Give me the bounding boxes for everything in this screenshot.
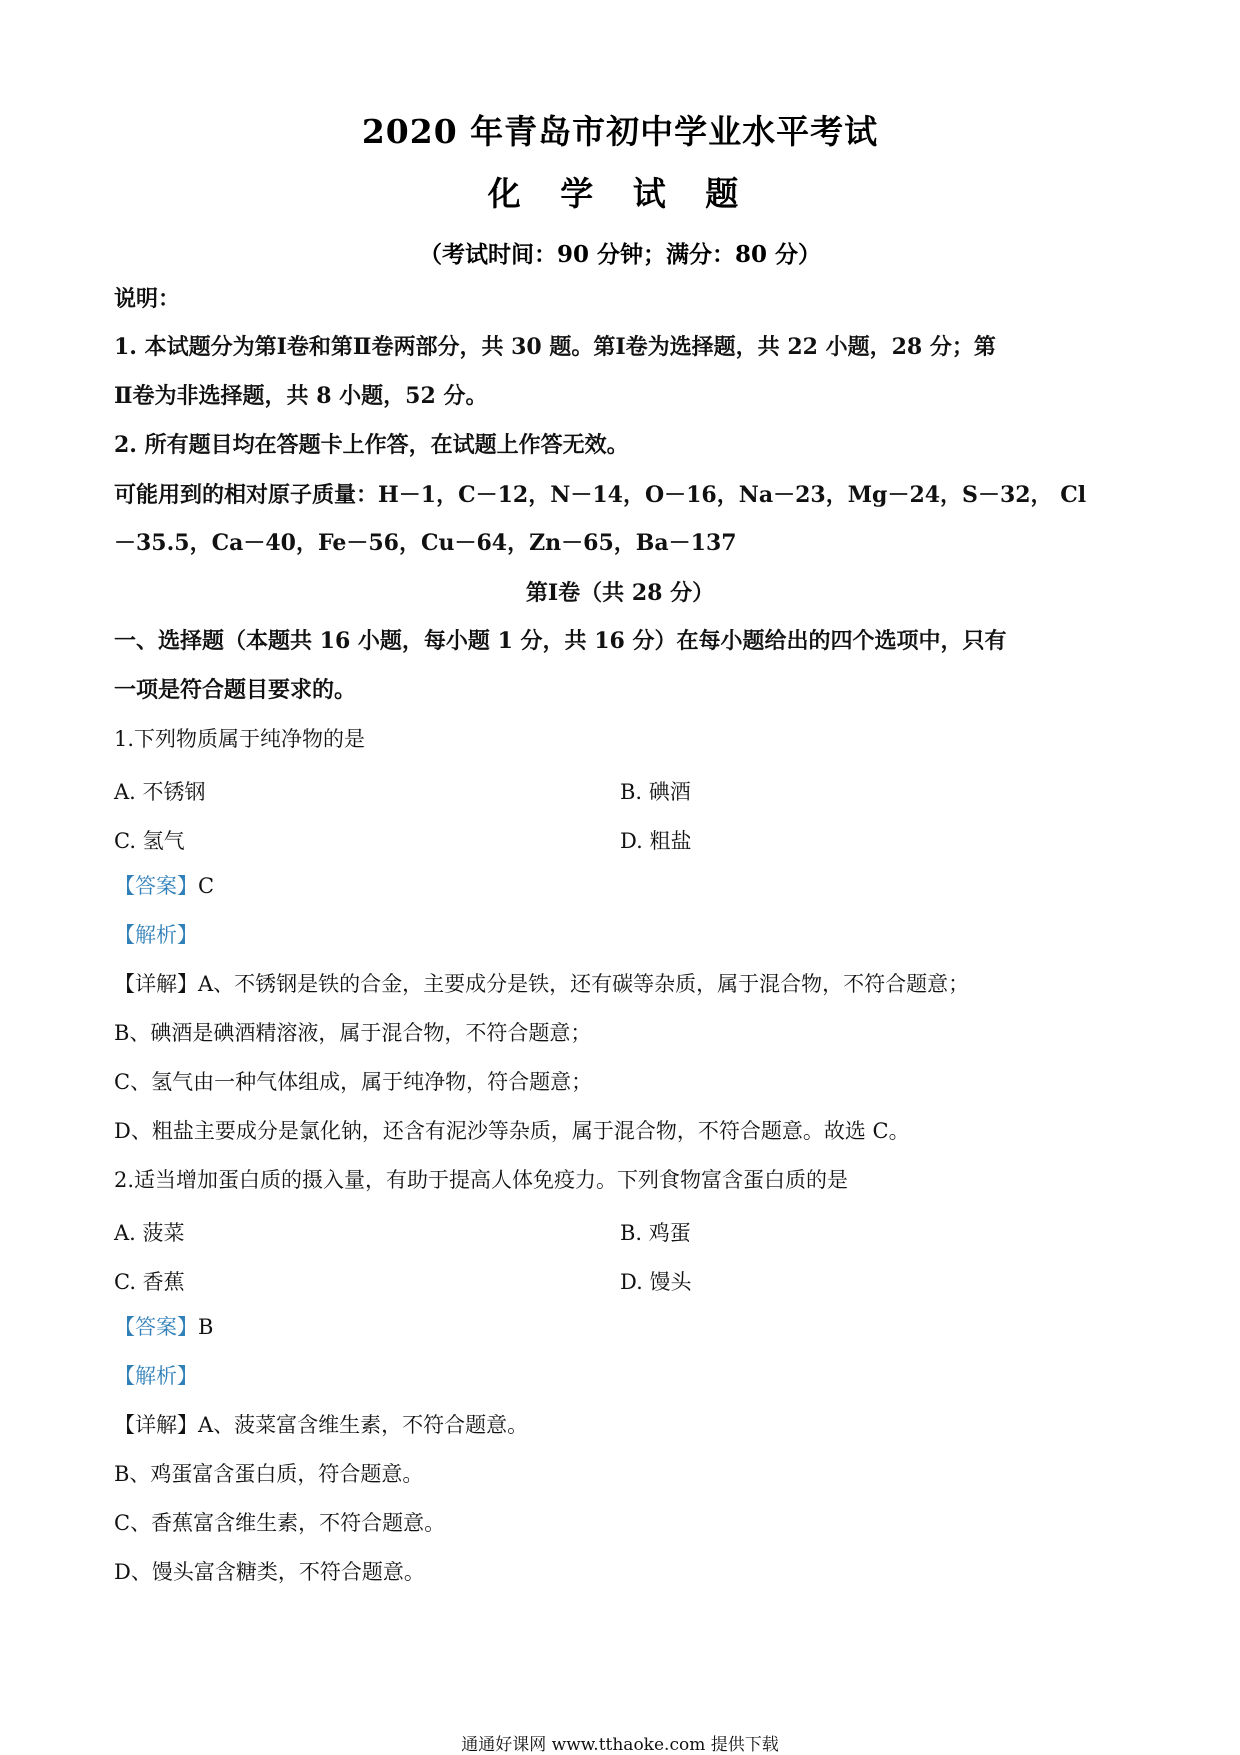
atomic-masses-line-1: 可能用到的相对原子质量：H－1，C－12，N－14，O－16，Na－23，Mg－24，S－32， Cl: [114, 482, 1087, 508]
question-2-detail-1: 【详解】A、菠菜富含维生素，不符合题意。: [114, 1413, 529, 1437]
question-2-detail-4: D、馒头富含糖类，不符合题意。: [114, 1560, 425, 1584]
exam-info: （考试时间：90 分钟；满分：80 分）: [418, 241, 822, 268]
question-1-answer: [114, 874, 1134, 899]
question-2-stem: 2.适当增加蛋白质的摄入量，有助于提高人体免疫力。下列食物富含蛋白质的是: [114, 1168, 849, 1192]
question-2-analysis-tag: 【解析】: [114, 1364, 198, 1388]
question-2-option-a: A. 菠菜: [114, 1221, 185, 1245]
question-1-stem: 1.下列物质属于纯净物的是: [114, 727, 366, 751]
question-2-option-b: B. 鸡蛋: [620, 1221, 691, 1245]
question-2-detail-3: C、香蕉富含维生素，不符合题意。: [114, 1511, 446, 1535]
atomic-masses-line-2: －35.5，Ca－40，Fe－56，Cu－64，Zn－65，Ba－137: [114, 530, 737, 556]
question-1-option-a: A. 不锈钢: [114, 780, 206, 804]
question-1-option-c: C. 氢气: [114, 829, 185, 853]
answer-value: C: [198, 874, 215, 898]
instruction-1-line-1: 1. 本试题分为第Ⅰ卷和第Ⅱ卷两部分，共 30 题。第Ⅰ卷为选择题，共 22 小题，28 分；第: [114, 334, 996, 360]
answer-tag: 【答案】: [114, 874, 198, 898]
question-1-detail-4: D、粗盐主要成分是氯化钠，还含有泥沙等杂质，属于混合物，不符合题意。故选 C。: [114, 1119, 910, 1143]
question-1-option-b: B. 碘酒: [620, 780, 691, 804]
question-1-analysis-tag: 【解析】: [114, 923, 198, 947]
page-footer: 通通好课网 www.tthaoke.com 提供下载: [461, 1735, 779, 1755]
question-1-option-d: D. 粗盐: [620, 829, 692, 853]
answer-value: B: [198, 1315, 214, 1339]
instruction-2: 2. 所有题目均在答题卡上作答，在试题上作答无效。: [114, 432, 629, 458]
part-heading-line-2: 一项是符合题目要求的。: [114, 677, 357, 703]
answer-tag: 【答案】: [114, 1315, 198, 1339]
question-2-option-d: D. 馒头: [620, 1270, 692, 1294]
question-1-detail-2: B、碘酒是碘酒精溶液，属于混合物，不符合题意；: [114, 1021, 592, 1045]
question-1-detail-1: 【详解】A、不锈钢是铁的合金，主要成分是铁，还有碳等杂质，属于混合物，不符合题意；: [114, 972, 970, 996]
exam-title: 2020 年青岛市初中学业水平考试: [361, 112, 879, 151]
exam-subtitle: 化 学 试 题: [487, 174, 753, 213]
question-2-detail-2: B、鸡蛋富含蛋白质，符合题意。: [114, 1462, 424, 1486]
instruction-1-line-2: Ⅱ卷为非选择题，共 8 小题，52 分。: [114, 383, 488, 409]
part-heading-line-1: 一、选择题（本题共 16 小题，每小题 1 分，共 16 分）在每小题给出的四个选项中，只有: [114, 628, 1007, 654]
question-2-option-c: C. 香蕉: [114, 1270, 185, 1294]
question-1-detail-3: C、氢气由一种气体组成，属于纯净物，符合题意；: [114, 1070, 593, 1094]
question-2-answer: [114, 1315, 1134, 1340]
instructions-label: 说明：: [114, 286, 181, 312]
section-heading: 第Ⅰ卷（共 28 分）: [525, 580, 715, 606]
